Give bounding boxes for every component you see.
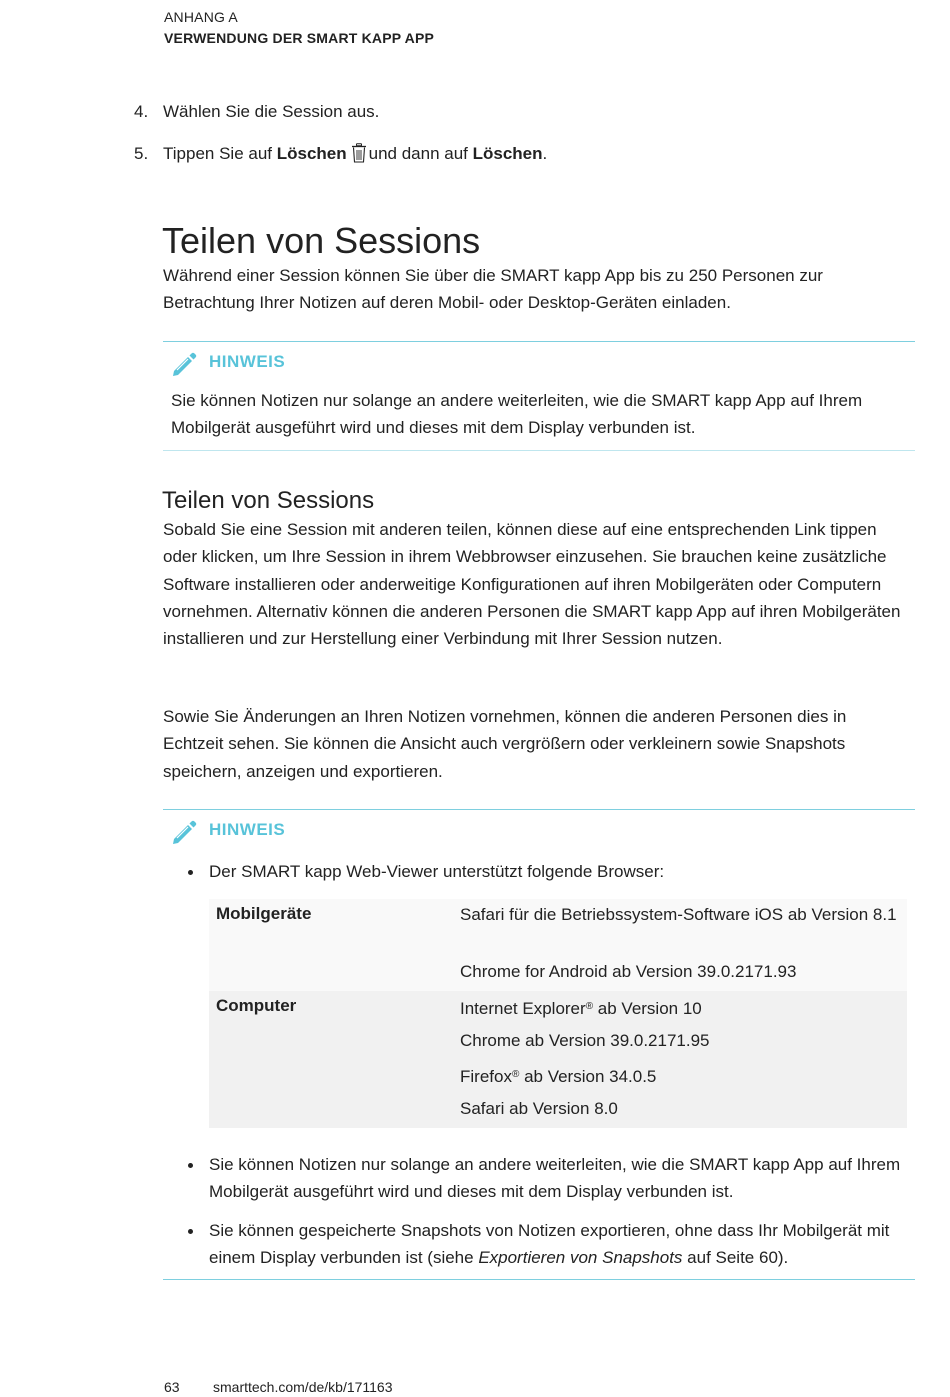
step-text-mid: und dann auf	[368, 144, 473, 163]
bullet-item: Der SMART kapp Web-Viewer unterstützt folgende Browser:	[209, 862, 665, 881]
bullet-text: auf Seite 60).	[682, 1248, 789, 1268]
table-row	[209, 899, 907, 991]
bullet-dot	[188, 1229, 193, 1234]
note-rule-bottom	[163, 450, 915, 451]
trash-icon	[351, 143, 367, 170]
delete-label: Löschen	[472, 144, 543, 163]
footer-url[interactable]: smarttech.com/de/kb/171163	[213, 1379, 393, 1395]
cross-reference-link[interactable]: Exportieren von Snapshots	[478, 1248, 683, 1268]
note-text: Sie können Notizen nur solange an andere weiterleiten, wie die SMART kapp App auf Ihrem Mobilgerät ausgeführt wird und dieses mit dem Display verbunden ist.	[171, 391, 863, 438]
note-rule-top	[163, 341, 915, 342]
bullet-text: Sie können gespeicherte Snapshots von Notizen exportieren, ohne dass Ihr Mobilgerät mit einem Display verbunden ist (siehe	[209, 1221, 890, 1268]
note-title: HINWEIS	[209, 820, 286, 839]
step-4	[134, 100, 379, 124]
browser-entry	[460, 995, 900, 1021]
chapter-label: ANHANG A	[164, 9, 238, 25]
step-text-post: .	[542, 144, 548, 163]
pencil-icon	[170, 818, 198, 851]
step-number: 5.	[134, 144, 149, 163]
chapter-title: VERWENDUNG DER SMART KAPP APP	[164, 30, 435, 46]
registered-mark: ®	[511, 1069, 520, 1080]
browser-entry: Chrome for Android ab Version 39.0.2171.93	[460, 962, 797, 981]
note-rule-bottom	[163, 1279, 915, 1280]
browser-entry: Chrome ab Version 39.0.2171.95	[460, 1031, 710, 1050]
browser-entry: Safari ab Version 8.0	[460, 1099, 618, 1118]
bullet-dot	[188, 870, 193, 875]
page-number: 63	[164, 1379, 180, 1395]
note-title: HINWEIS	[209, 352, 286, 371]
bullet-item	[209, 1217, 909, 1272]
section-intro: Während einer Session können Sie über die SMART kapp App bis zu 250 Personen zur Betrachtung Ihrer Notizen auf deren Mobil- oder Desktop-Geräten einladen.	[163, 266, 823, 313]
body-paragraph: Sobald Sie eine Session mit anderen teilen, können diese auf eine entsprechenden Link tippen oder klicken, um Ihre Session in ihrem Webbrowser einzusehen. Sie brauchen keine zusätzliche Software installieren oder anderweitige Konfigurationen auf ihren Mobilgeräten oder Computern vornehmen. Alternativ können die anderen Personen die SMART kapp App auf ihren Mobilgeräten installieren und zur Herstellung einer Verbindung mit Ihrer Session nutzen.	[163, 520, 901, 649]
registered-mark: ®	[585, 1001, 594, 1012]
browser-name: Firefox	[460, 1067, 512, 1086]
browser-entry: Safari für die Betriebssystem-Software iOS ab Version 8.1	[460, 905, 897, 924]
body-paragraph: Sowie Sie Änderungen an Ihren Notizen vornehmen, können die anderen Personen dies in Echtzeit sehen. Sie können die Ansicht auch vergrößern oder verkleinern sowie Snapshots speichern, anzeigen und exportieren.	[163, 707, 847, 781]
table-cell	[460, 903, 900, 927]
table-row	[209, 991, 907, 1128]
browser-name: Internet Explorer	[460, 999, 586, 1018]
row-header: Computer	[216, 996, 297, 1015]
subsection-heading: Teilen von Sessions	[162, 487, 375, 514]
browser-version: ab Version 10	[593, 999, 702, 1018]
row-header: Mobilgeräte	[216, 904, 312, 923]
note-rule-top	[163, 809, 915, 810]
bullet-item: Sie können Notizen nur solange an andere weiterleiten, wie die SMART kapp App auf Ihrem Mobilgerät ausgeführt wird und dieses mit dem Display verbunden ist.	[209, 1155, 901, 1202]
pencil-icon	[170, 350, 198, 383]
section-heading: Teilen von Sessions	[162, 220, 481, 261]
browser-version: ab Version 34.0.5	[519, 1067, 657, 1086]
step-text-pre: Tippen Sie auf	[163, 144, 277, 163]
delete-label: Löschen	[276, 144, 347, 163]
bullet-dot	[188, 1163, 193, 1168]
step-5	[134, 142, 547, 170]
browser-entry	[460, 1063, 900, 1089]
step-number: 4.	[134, 102, 149, 121]
step-text: Wählen Sie die Session aus.	[163, 102, 380, 121]
